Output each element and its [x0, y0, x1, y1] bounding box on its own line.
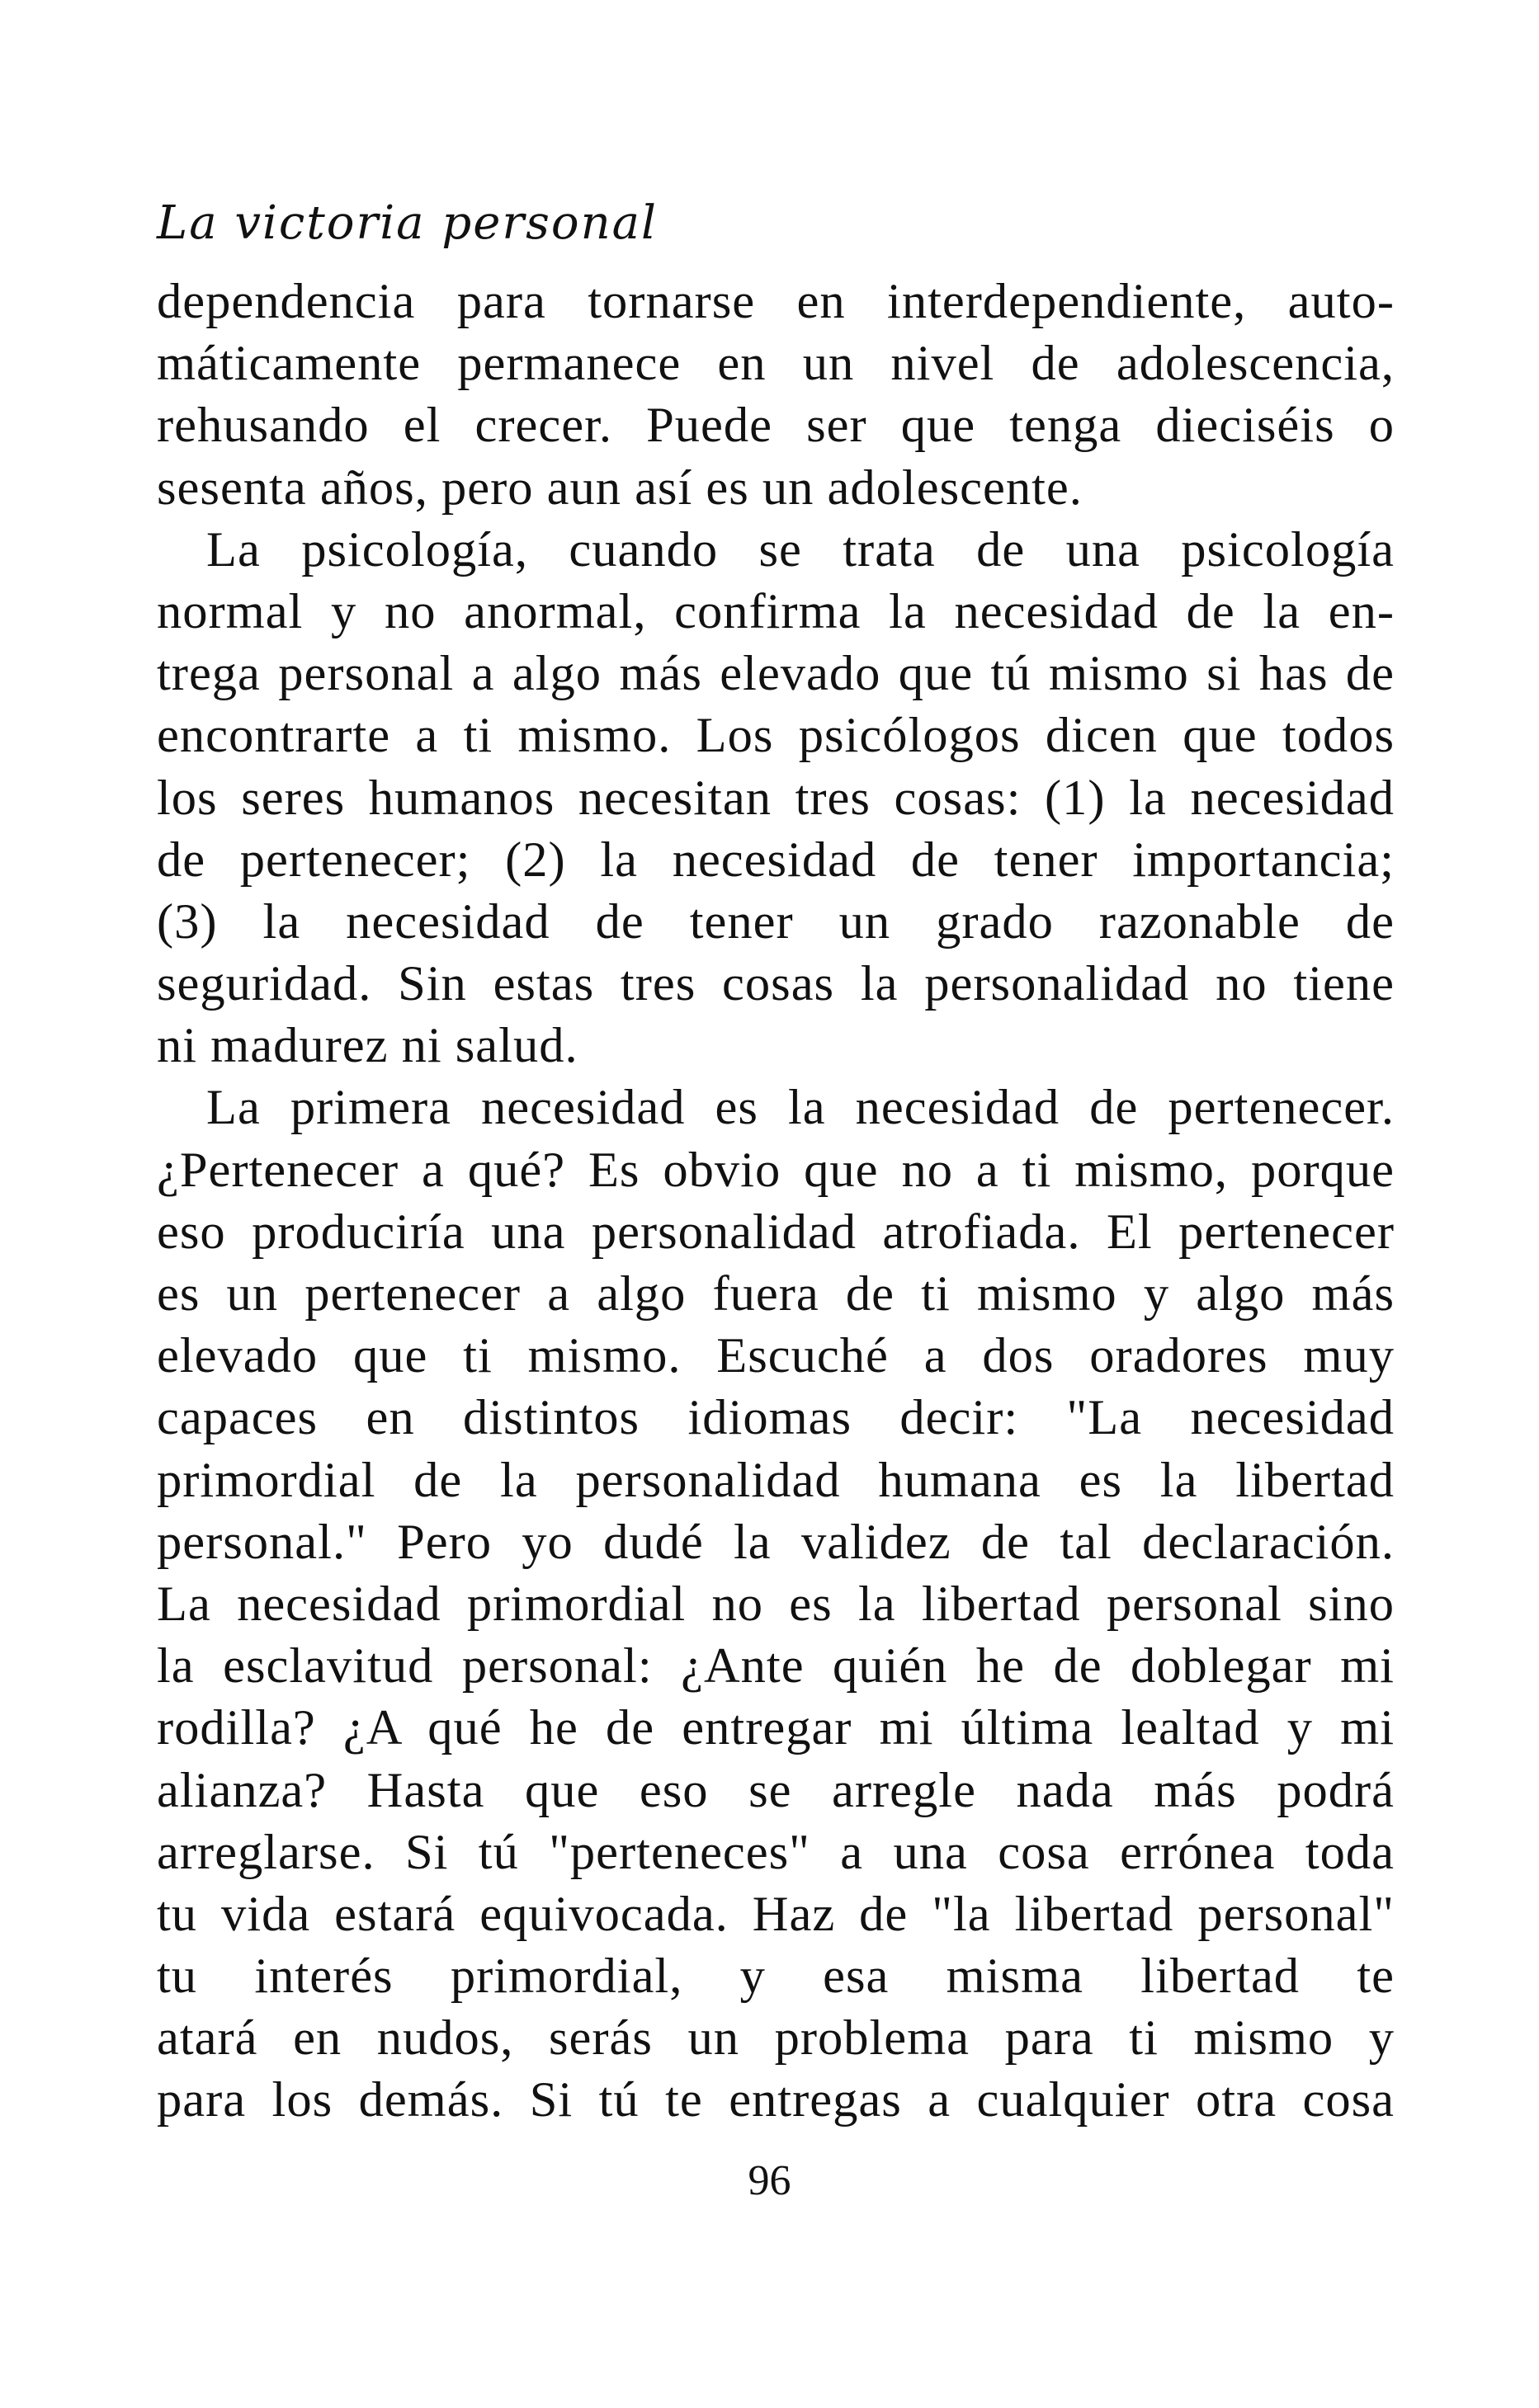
- text-line: sesenta años, pero aun así es un adolescente.: [157, 459, 1083, 516]
- text-line: rodilla? ¿A qué he de entregar mi última lealtad y mi: [157, 1700, 1395, 1756]
- body-text: [157, 271, 1395, 2132]
- text-line: encontrarte a ti mismo. Los psicólogos dicen que todos: [157, 708, 1395, 764]
- text-line: tu vida estará equivocada. Haz de "la libertad personal": [157, 1886, 1395, 1942]
- text-line: de pertenecer; (2) la necesidad de tener importancia;: [157, 832, 1395, 888]
- text-line: eso produciría una personalidad atrofiada. El pertenecer: [157, 1204, 1395, 1260]
- text-line: capaces en distintos idiomas decir: "La necesidad: [157, 1390, 1395, 1446]
- text-line: La necesidad primordial no es la libertad personal sino: [157, 1576, 1395, 1632]
- page-number: 96: [748, 2157, 791, 2204]
- text-line: elevado que ti mismo. Escuché a dos oradores muy: [157, 1328, 1395, 1384]
- text-line: los seres humanos necesitan tres cosas: (1) la necesidad: [157, 770, 1395, 826]
- text-line: máticamente permanece en un nivel de adolescencia,: [157, 336, 1395, 392]
- text-line: trega personal a algo más elevado que tú mismo si has de: [157, 646, 1395, 702]
- text-line: es un pertenecer a algo fuera de ti mismo y algo más: [157, 1266, 1395, 1322]
- text-line: normal y no anormal, confirma la necesidad de la en-: [157, 583, 1395, 639]
- text-line: ¿Pertenecer a qué? Es obvio que no a ti mismo, porque: [157, 1142, 1395, 1198]
- text-line: ni madurez ni salud.: [157, 1018, 578, 1074]
- text-line: tu interés primordial, y esa misma libertad te: [157, 1949, 1395, 2005]
- text-line: rehusando el crecer. Puede ser que tenga dieciséis o: [157, 398, 1395, 454]
- text-line: personal." Pero yo dudé la validez de tal declaración.: [157, 1514, 1395, 1570]
- paragraph-first-line: La psicología, cuando se trata de una psicología: [206, 521, 1395, 577]
- text-line: alianza? Hasta que eso se arregle nada más podrá: [157, 1762, 1395, 1818]
- text-line: atará en nudos, serás un problema para ti mismo y: [157, 2010, 1395, 2066]
- text-line: la esclavitud personal: ¿Ante quién he de doblegar mi: [157, 1638, 1395, 1694]
- text-line: arreglarse. Si tú "perteneces" a una cosa errónea toda: [157, 1824, 1395, 1880]
- text-line: (3) la necesidad de tener un grado razonable de: [157, 893, 1395, 950]
- text-line: seguridad. Sin estas tres cosas la personalidad no tiene: [157, 956, 1395, 1012]
- text-line: dependencia para tornarse en interdependiente, auto-: [157, 274, 1395, 329]
- paragraph-first-line: La primera necesidad es la necesidad de pertenecer.: [206, 1080, 1395, 1136]
- running-head: La victoria personal: [157, 196, 658, 250]
- text-line: primordial de la personalidad humana es la libertad: [157, 1452, 1395, 1508]
- text-line: para los demás. Si tú te entregas a cualquier otra cosa: [157, 2072, 1395, 2128]
